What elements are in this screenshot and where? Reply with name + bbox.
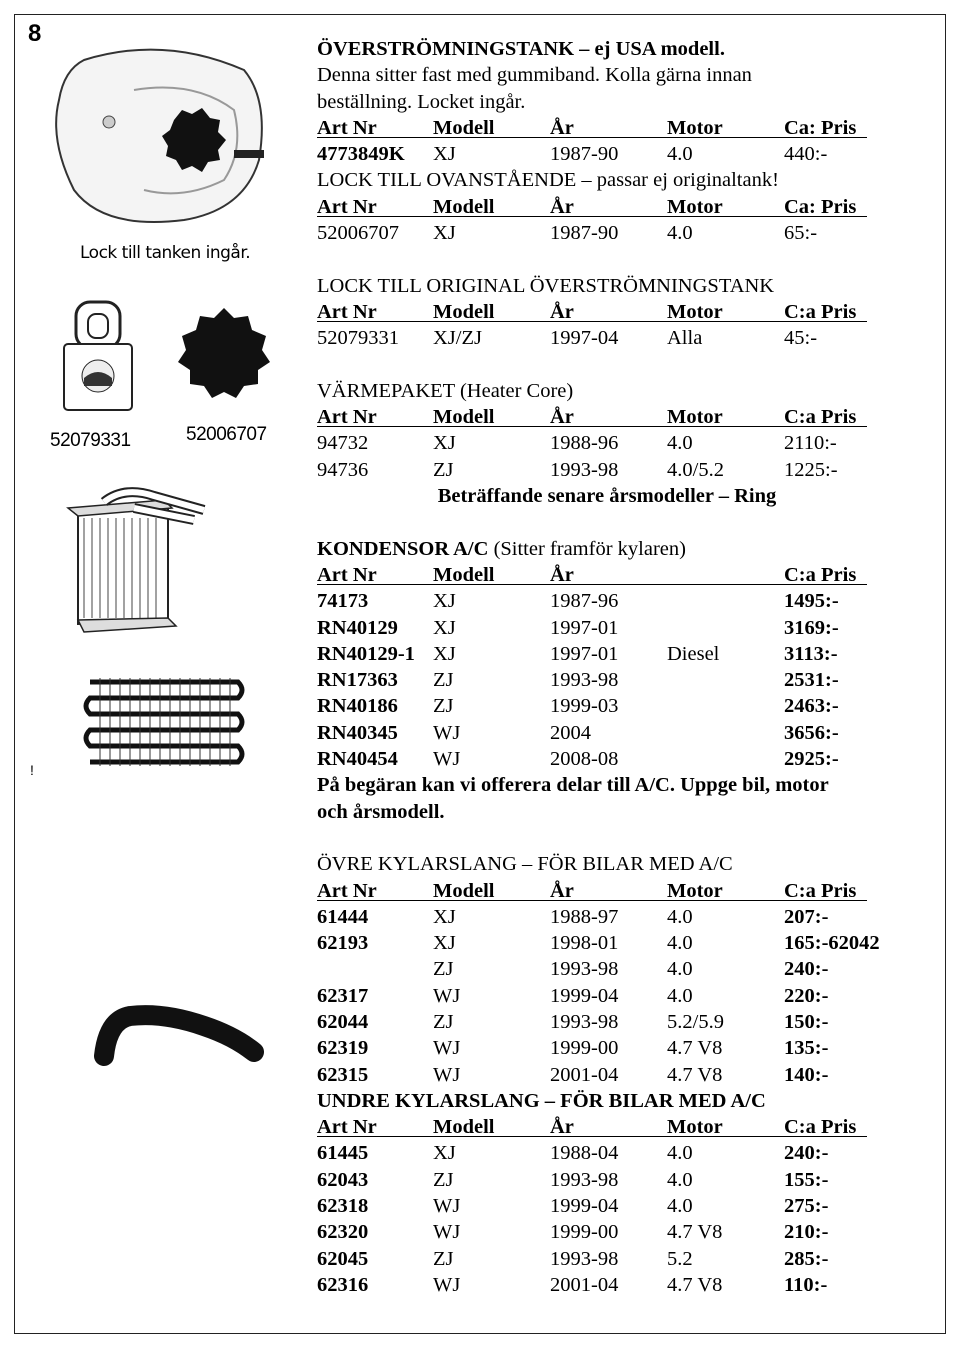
section-note: och årsmodell. <box>317 800 445 823</box>
heater-core-image <box>64 486 220 636</box>
condenser-image <box>80 674 250 774</box>
parts-list <box>317 36 927 1298</box>
table-row: RN40454 WJ 2008-08 2925:- <box>317 748 839 771</box>
section-title: ÖVERSTRÖMNINGSTANK – ej USA modell. <box>317 38 725 60</box>
table-row: 62193 XJ 1998-01 4.0 165:-62042 <box>317 932 880 955</box>
table-row: 62317 WJ 1999-04 4.0 220:- <box>317 984 829 1007</box>
cap-right-caption: 52006707 <box>186 424 267 445</box>
section-title: LOCK TILL OVANSTÅENDE – passar ej originaltank! <box>317 169 779 192</box>
screw-cap-image <box>178 306 270 398</box>
table-row: 62318 WJ 1999-04 4.0 275:- <box>317 1195 829 1218</box>
table-header: Art Nr Modell År Motor C:a Pris <box>317 404 927 430</box>
section-title: LOCK TILL ORIGINAL ÖVERSTRÖMNINGSTANK <box>317 274 775 297</box>
margin-mark: ! <box>30 762 34 778</box>
radiator-hose-image <box>94 996 264 1072</box>
table-row: RN40345 WJ 2004 3656:- <box>317 721 839 744</box>
section-desc: Denna sitter fast med gummiband. Kolla gärna innan <box>317 64 752 87</box>
section-note: Beträffande senare årsmodeller – Ring <box>437 485 777 508</box>
table-row: 62045 ZJ 1993-98 5.2 285:- <box>317 1247 829 1270</box>
table-row: 61444 XJ 1988-97 4.0 207:- <box>317 905 829 928</box>
table-row: 62044 ZJ 1993-98 5.2/5.9 150:- <box>317 1010 829 1033</box>
table-row: RN40129 XJ 1997-01 3169:- <box>317 616 839 639</box>
table-header: Art Nr Modell År C:a Pris <box>317 562 927 588</box>
tank-caption: Lock till tanken ingår. <box>80 243 251 263</box>
table-row: 62319 WJ 1999-00 4.7 V8 135:- <box>317 1037 829 1060</box>
table-row: 74173 XJ 1987-96 1495:- <box>317 590 839 613</box>
table-row: ZJ 1993-98 4.0 240:- <box>433 958 829 981</box>
section-title: ÖVRE KYLARSLANG – FÖR BILAR MED A/C <box>317 853 733 876</box>
table-header: Art Nr Modell År Motor C:a Pris <box>317 299 927 325</box>
section-note: På begäran kan vi offerera delar till A/C. Uppge bil, motor <box>317 774 829 797</box>
table-row: RN40129-1 XJ 1997-01 Diesel 3113:- <box>317 642 838 665</box>
table-row: 62320 WJ 1999-00 4.7 V8 210:- <box>317 1221 829 1244</box>
page-number: 8 <box>28 20 42 47</box>
original-cap-image <box>58 296 138 416</box>
table-row: RN40186 ZJ 1999-03 2463:- <box>317 695 839 718</box>
table-row: 62043 ZJ 1993-98 4.0 155:- <box>317 1168 829 1191</box>
table-row: 61445 XJ 1988-04 4.0 240:- <box>317 1142 829 1165</box>
table-row: RN17363 ZJ 1993-98 2531:- <box>317 669 839 692</box>
table-row: 94736 ZJ 1993-98 4.0/5.2 1225:- <box>317 458 838 481</box>
table-row: 52079331 XJ/ZJ 1997-04 Alla 45:- <box>317 327 818 350</box>
table-row: 62316 WJ 2001-04 4.7 V8 110:- <box>317 1273 828 1296</box>
section-title: VÄRMEPAKET (Heater Core) <box>317 379 574 402</box>
table-header: Art Nr Modell År Motor Ca: Pris <box>317 194 927 220</box>
cap-left-caption: 52079331 <box>50 430 131 451</box>
table-header: Art Nr Modell År Motor Ca: Pris <box>317 115 927 141</box>
table-row: 62315 WJ 2001-04 4.7 V8 140:- <box>317 1063 829 1086</box>
table-header: Art Nr Modell År Motor C:a Pris <box>317 1114 927 1140</box>
section-title: KONDENSOR A/C (Sitter framför kylaren) <box>317 537 686 560</box>
table-row: 94732 XJ 1988-96 4.0 2110:- <box>317 432 837 455</box>
section-title: UNDRE KYLARSLANG – FÖR BILAR MED A/C <box>317 1089 766 1112</box>
table-row: 52006707 XJ 1987-90 4.0 65:- <box>317 222 818 245</box>
overflow-tank-image <box>44 40 272 240</box>
table-row: 4773849K XJ 1987-90 4.0 440:- <box>317 143 828 166</box>
section-desc: beställning. Locket ingår. <box>317 90 526 113</box>
table-header: Art Nr Modell År Motor C:a Pris <box>317 878 927 904</box>
